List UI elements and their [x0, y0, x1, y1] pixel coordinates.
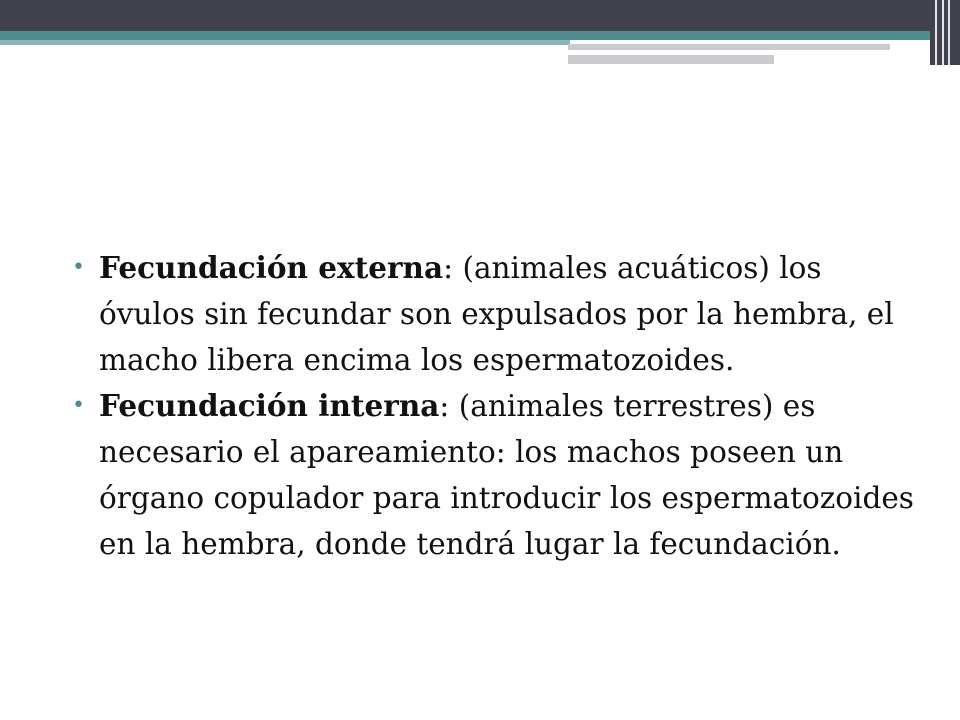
header-bar	[0, 0, 960, 31]
header-accent-band-light	[0, 40, 570, 45]
bullet-item	[72, 383, 922, 567]
corner-line	[942, 0, 944, 65]
bullet-marker: •	[72, 393, 85, 418]
header-accent-band	[0, 31, 930, 40]
bullet-term: Fecundación interna	[99, 388, 440, 423]
bullet-term: Fecundación externa	[99, 250, 444, 285]
corner-line	[935, 0, 937, 65]
bullet-marker: •	[72, 255, 85, 280]
header-corner-ornament	[930, 0, 960, 65]
corner-line	[948, 0, 950, 65]
bullet-text	[99, 245, 922, 383]
bullet-description: : (animales terrestres) es necesario el apareamiento: los machos poseen un órgano copulador para introducir los espermatozoides en la hembra, donde tendrá lugar la fecundación.	[99, 389, 914, 561]
header-stripe-short	[568, 55, 774, 64]
bullet-item	[72, 245, 922, 383]
bullet-description: : (animales acuáticos) los óvulos sin fecundar son expulsados por la hembra, el macho libera encima los espermatozoides.	[99, 251, 894, 377]
slide-body	[72, 245, 922, 567]
bullet-text	[99, 383, 922, 567]
header-stripe-gap	[568, 50, 890, 52]
